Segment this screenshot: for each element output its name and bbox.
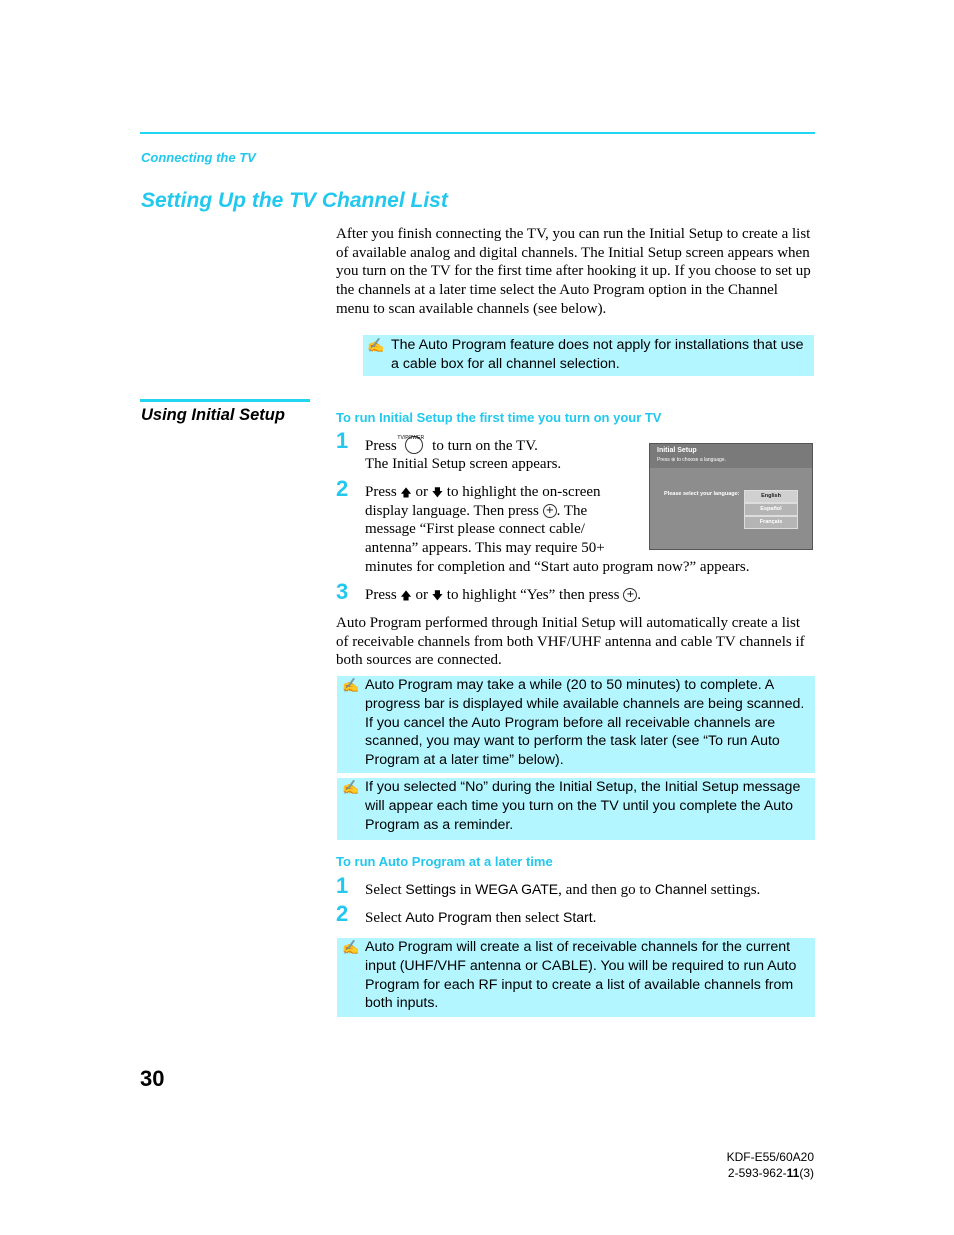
pencil-note-icon: ✍ [367,337,385,353]
page-number: 30 [140,1066,165,1091]
step-2-line-5: minutes for completion and “Start auto program now?” appears. [365,559,750,575]
step-3-line: Press 🡅 or 🡇 to highlight “Yes” then press + . [365,586,641,606]
step-1-line-2: The Initial Setup screen appears. [365,456,562,472]
up-arrow-icon: 🡅 [400,486,412,499]
screen-subtitle: Press ⊕ to choose a language. [657,457,726,463]
initial-setup-screen [649,443,813,550]
document-code: 2-593-962-11(3) [727,1166,814,1180]
step-2-line-1: Press 🡅 or 🡇 to highlight the on-screen [365,484,601,500]
step-2-line-2: display language. Then press + . The [365,502,587,521]
language-option: Français [744,516,798,529]
pencil-note-icon: ✍ [342,677,360,693]
intro-paragraph: After you finish connecting the TV, you can run the Initial Setup to create a list of available analog and digital channels. The Initial Setup screen appears when you turn on the TV for the first time after hooking it up. If you choose to set up the channels at a later time select the Auto Program option in the Channel menu to scan available channels (see below). [336,226,811,317]
initial-setup-heading: To run Initial Setup the first time you turn on your TV [336,410,662,425]
step-number: 3 [336,579,349,604]
note-text: Auto Program may take a while (20 to 50 minutes) to complete. A progress bar is displayed while available channels are being scanned. If you cancel the Auto Program before all receivable channels are scanned, you may want to perform the task later (see “To run Auto Program at a later time” below). [365,677,805,769]
step-number: 2 [336,901,349,926]
subsection-title: Using Initial Setup [141,406,285,424]
note-text: The Auto Program feature does not apply for installations that use a cable box for all channel selection. [391,337,804,372]
screen-prompt: Please select your language: [664,491,740,497]
section-label: Connecting the TV [141,150,256,165]
note-box-reminder [337,778,815,840]
later-step-2: Select Auto Program then select Start. [365,909,597,926]
step-number: 1 [336,873,349,898]
step-2-line-3: message “First please connect cable/ [365,521,585,537]
note-text: Auto Program will create a list of receivable channels for the current input (UHF/VHF antenna or CABLE). You will be required to run Auto Program for each RF input to create a list of available channels from both inputs. [365,939,797,1012]
power-button-icon [397,435,428,456]
pencil-note-icon: ✍ [342,779,360,795]
note-text: If you selected “No” during the Initial Setup, the Initial Setup message will appear each time you turn on the TV until you complete the Auto Program as a reminder. [365,779,801,833]
step-2-line-4: antenna” appears. This may require 50+ [365,540,605,556]
enter-button-icon [543,504,557,518]
later-step-1: Select Settings in WEGA GATE, and then go to Channel settings. [365,881,761,898]
up-arrow-icon: 🡅 [400,589,412,602]
step-number: 2 [336,476,349,501]
step-number: 1 [336,428,349,453]
header-rule [140,132,815,134]
channel-label: Channel [654,881,707,897]
enter-button-icon [623,588,637,602]
settings-label: Settings [405,881,456,897]
note-box-intro [363,335,814,376]
subsection-rule [140,399,310,402]
start-label: Start [563,909,593,925]
note-box-progress [337,676,815,773]
step-1-line-1: Press TV/POWER to turn on the TV. [365,436,538,456]
power-button-label: TV/POWER [397,435,425,441]
after-setup-paragraph: Auto Program performed through Initial Setup will automatically create a list of receivable channels from both VHF/UHF antenna and cable TV channels if both sources are connected. [336,615,805,669]
down-arrow-icon: 🡇 [431,486,444,499]
down-arrow-icon: 🡇 [431,589,444,602]
auto-program-label: Auto Program [405,909,492,925]
pencil-note-icon: ✍ [342,939,360,955]
wega-gate-label: WEGA GATE [475,881,559,897]
screen-title: Initial Setup [657,447,697,454]
model-number: KDF-E55/60A20 [726,1150,814,1164]
note-box-auto-program [337,938,815,1017]
language-option: English [744,490,798,503]
page-title: Setting Up the TV Channel List [141,189,448,212]
later-heading: To run Auto Program at a later time [336,854,553,869]
language-option: Español [744,503,798,516]
